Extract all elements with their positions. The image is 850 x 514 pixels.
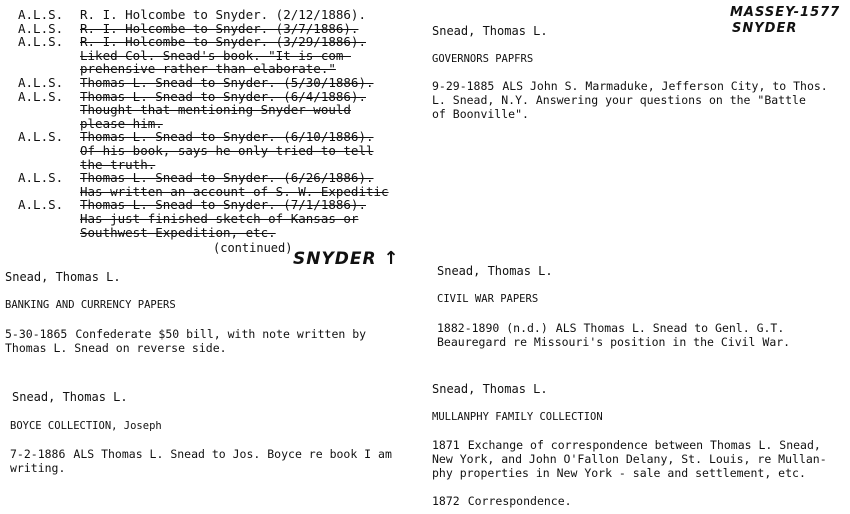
card-entry	[5, 327, 366, 355]
entry-text: writing.	[10, 461, 66, 475]
card-boyce-collection	[10, 390, 425, 500]
doc-type-label: A.L.S.	[18, 129, 64, 145]
doc-type-label: A.L.S.	[18, 74, 64, 90]
card-snyder-correspondence	[18, 7, 428, 269]
card-entry	[432, 494, 572, 508]
entry-date: 1871	[432, 438, 460, 452]
arrow-up-icon: ↑	[383, 248, 400, 269]
correspondence-text: Thomas L. Snead to Snyder. (7/1/1886).	[80, 197, 366, 213]
correspondence-note: Of his book, says he only tried to tell	[80, 142, 374, 158]
card-entry	[432, 79, 828, 121]
card-entry	[432, 438, 827, 480]
correspondence-row	[18, 171, 428, 185]
correspondence-note: Has written an account of S. W. Expeditic	[80, 183, 389, 199]
correspondence-row	[18, 76, 428, 90]
correspondence-list	[18, 8, 428, 239]
entry-text: L. Snead, N.Y. Answering your questions on the "Battle	[432, 93, 806, 107]
entry-text: ALS Thomas L. Snead to Genl. G.T.	[555, 321, 785, 335]
correspondence-row	[18, 90, 428, 104]
correspondence-note: Has just finished sketch of Kansas or	[80, 210, 359, 226]
entry-text: Thomas L. Snead on reverse side.	[5, 341, 227, 355]
card-governors-papers	[432, 5, 847, 155]
handwritten-massey-annotation: MASSEY-1577 SNYDER	[730, 5, 841, 36]
correspondence-row	[18, 22, 428, 36]
card-name: Snead, Thomas L.	[432, 24, 548, 38]
doc-type-label: A.L.S.	[18, 20, 64, 36]
card-mullanphy-collection	[432, 382, 847, 512]
correspondence-text: R. I. Holcombe to Snyder. (2/12/1886).	[80, 7, 366, 22]
card-civil-war-papers	[437, 264, 847, 364]
entry-date: 7-2-1886	[10, 447, 66, 461]
entry-text: Confederate $50 bill, with note written by	[75, 327, 367, 341]
correspondence-note: please him.	[80, 115, 163, 131]
card-name: Snead, Thomas L.	[12, 390, 128, 404]
entry-text: ALS John S. Marmaduke, Jefferson City, to Thos.	[502, 79, 828, 93]
doc-type-label: A.L.S.	[18, 7, 64, 22]
correspondence-text: Thomas L. Snead to Snyder. (6/10/1886).	[80, 129, 374, 145]
entry-date: 9-29-1885	[432, 79, 495, 93]
correspondence-row	[18, 130, 428, 144]
correspondence-note: Thought that mentioning Snyder would	[80, 102, 351, 118]
correspondence-note: Southwest Expedition, etc.	[80, 224, 276, 240]
entry-text: ALS Thomas L. Snead to Jos. Boyce re book I am	[73, 447, 392, 461]
doc-type-label: A.L.S.	[18, 34, 64, 50]
entry-text: phy properties in New York - sale and settlement, etc.	[432, 466, 806, 480]
card-name: Snead, Thomas L.	[5, 270, 121, 284]
card-banking-currency	[5, 270, 425, 370]
correspondence-row	[18, 35, 428, 49]
correspondence-text: R. I. Holcombe to Snyder. (3/7/1886).	[80, 20, 359, 36]
card-name: Snead, Thomas L.	[437, 264, 553, 278]
entry-date: 1882-1890 (n.d.)	[437, 321, 548, 335]
card-heading: BANKING AND CURRENCY PAPERS	[5, 299, 176, 311]
handwritten-snyder-annotation: SNYDER ↑	[293, 248, 400, 269]
entry-date: 5-30-1865	[5, 327, 68, 341]
correspondence-text: Thomas L. Snead to Snyder. (5/30/1886).	[80, 74, 374, 90]
entry-text: Beauregard re Missouri's position in the Civil War.	[437, 335, 791, 349]
correspondence-note: prehensive rather than elaborate."	[80, 61, 336, 77]
entry-text: of Boonville".	[432, 107, 529, 121]
doc-type-label: A.L.S.	[18, 88, 64, 104]
entry-text: New York, and John O'Fallon Delany, St. Louis, re Mullan-	[432, 452, 827, 466]
entry-date: 1872	[432, 494, 460, 508]
doc-type-label: A.L.S.	[18, 170, 64, 186]
correspondence-note: the truth.	[80, 156, 156, 172]
doc-type-label: A.L.S.	[18, 197, 64, 213]
correspondence-text: R. I. Holcombe to Snyder. (3/29/1886).	[80, 34, 366, 50]
entry-text: Correspondence.	[467, 494, 572, 508]
correspondence-note: Liked Col. Snead's book. "It is com-	[80, 47, 351, 63]
entry-text: Exchange of correspondence between Thomas L. Snead,	[467, 438, 821, 452]
card-entry	[10, 447, 392, 475]
card-entry	[437, 321, 790, 349]
correspondence-row	[18, 198, 428, 212]
correspondence-row	[18, 8, 428, 22]
correspondence-text: Thomas L. Snead to Snyder. (6/4/1886).	[80, 88, 366, 104]
card-name: Snead, Thomas L.	[432, 382, 548, 396]
card-heading: MULLANPHY FAMILY COLLECTION	[432, 411, 603, 423]
card-heading: GOVERNORS PAPFRS	[432, 53, 534, 65]
correspondence-text: Thomas L. Snead to Snyder. (6/26/1886).	[80, 170, 374, 186]
card-heading: BOYCE COLLECTION, Joseph	[10, 420, 162, 432]
card-heading: CIVIL WAR PAPERS	[437, 293, 539, 305]
continued-note: (continued)	[213, 241, 293, 255]
